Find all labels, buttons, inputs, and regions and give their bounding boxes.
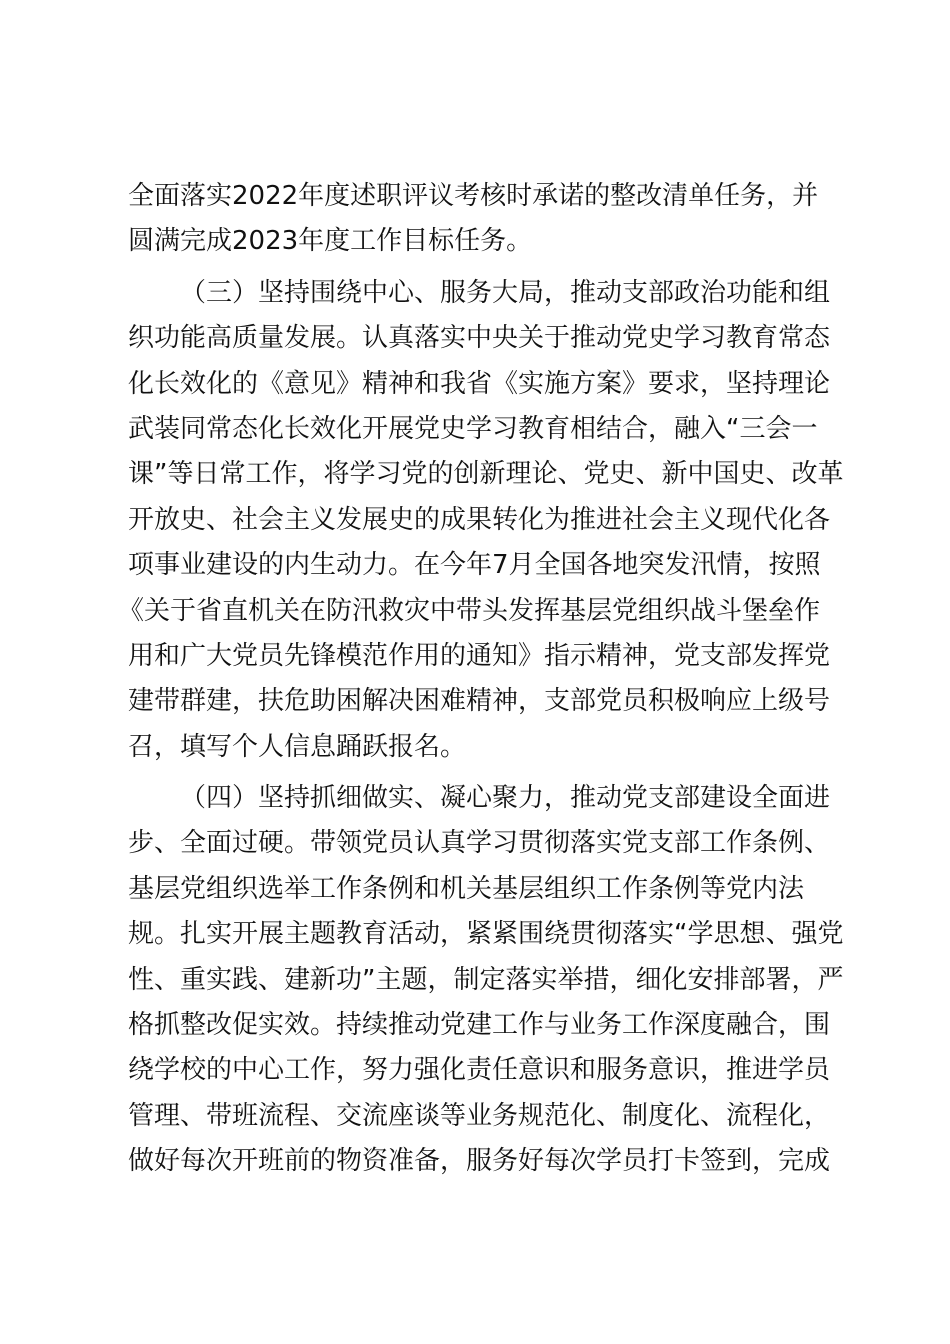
text-line: 基层党组织选举工作条例和机关基层组织工作条例等党内法 xyxy=(128,873,805,904)
paragraph-heading-line: （三）坚持围绕中心、服务大局，推动支部政治功能和组 xyxy=(180,277,831,308)
text-line: 管理、带班流程、交流座谈等业务规范化、制度化、流程化， xyxy=(128,1100,831,1131)
text-line: 织功能高质量发展。认真落实中央关于推动党史学习教育常态 xyxy=(128,323,831,354)
text-line: 开放史、社会主义发展史的成果转化为推进社会主义现代化各 xyxy=(128,504,831,535)
text-line: 圆满完成2023年度工作目标任务。 xyxy=(128,226,533,257)
text-line: 规。扎实开展主题教育活动，紧紧围绕贯彻落实“学思想、强党 xyxy=(128,919,844,950)
text-line: 绕学校的中心工作，努力强化责任意识和服务意识，推进学员 xyxy=(128,1055,831,1086)
text-line: 建带群建，扶危助困解决困难精神，支部党员积极响应上级号 xyxy=(128,686,831,717)
text-line: 化长效化的《意见》精神和我省《实施方案》要求，坚持理论 xyxy=(128,368,831,399)
text-line: 步、全面过硬。带领党员认真学习贯彻落实党支部工作条例、 xyxy=(128,828,831,859)
text-line: 全面落实2022年度述职评议考核时承诺的整改清单任务，并 xyxy=(128,181,819,211)
paragraph-heading-line: （四）坚持抓细做实、凝心聚力，推动党支部建设全面进 xyxy=(180,783,831,814)
text-line: 课”等日常工作，将学习党的创新理论、党史、新中国史、改革 xyxy=(128,459,844,490)
document-body xyxy=(118,174,844,1185)
text-line: 性、重实践、建新功”主题，制定落实举措，细化安排部署，严 xyxy=(128,964,844,995)
text-line: 格抓整改促实效。持续推动党建工作与业务工作深度融合，围 xyxy=(128,1010,831,1041)
text-line: 召，填写个人信息踊跃报名。 xyxy=(128,731,467,762)
text-line: 《关于省直机关在防汛救灾中带头发挥基层党组织战斗堡垒作 xyxy=(118,595,821,626)
text-line: 做好每次开班前的物资准备，服务好每次学员打卡签到，完成 xyxy=(128,1146,831,1177)
text-line: 武装同常态化长效化开展党史学习教育相结合，融入“三会一 xyxy=(128,413,818,444)
text-line: 用和广大党员先锋模范作用的通知》指示精神，党支部发挥党 xyxy=(128,640,831,671)
text-line: 项事业建设的内生动力。在今年7月全国各地突发汛情，按照 xyxy=(128,550,821,581)
